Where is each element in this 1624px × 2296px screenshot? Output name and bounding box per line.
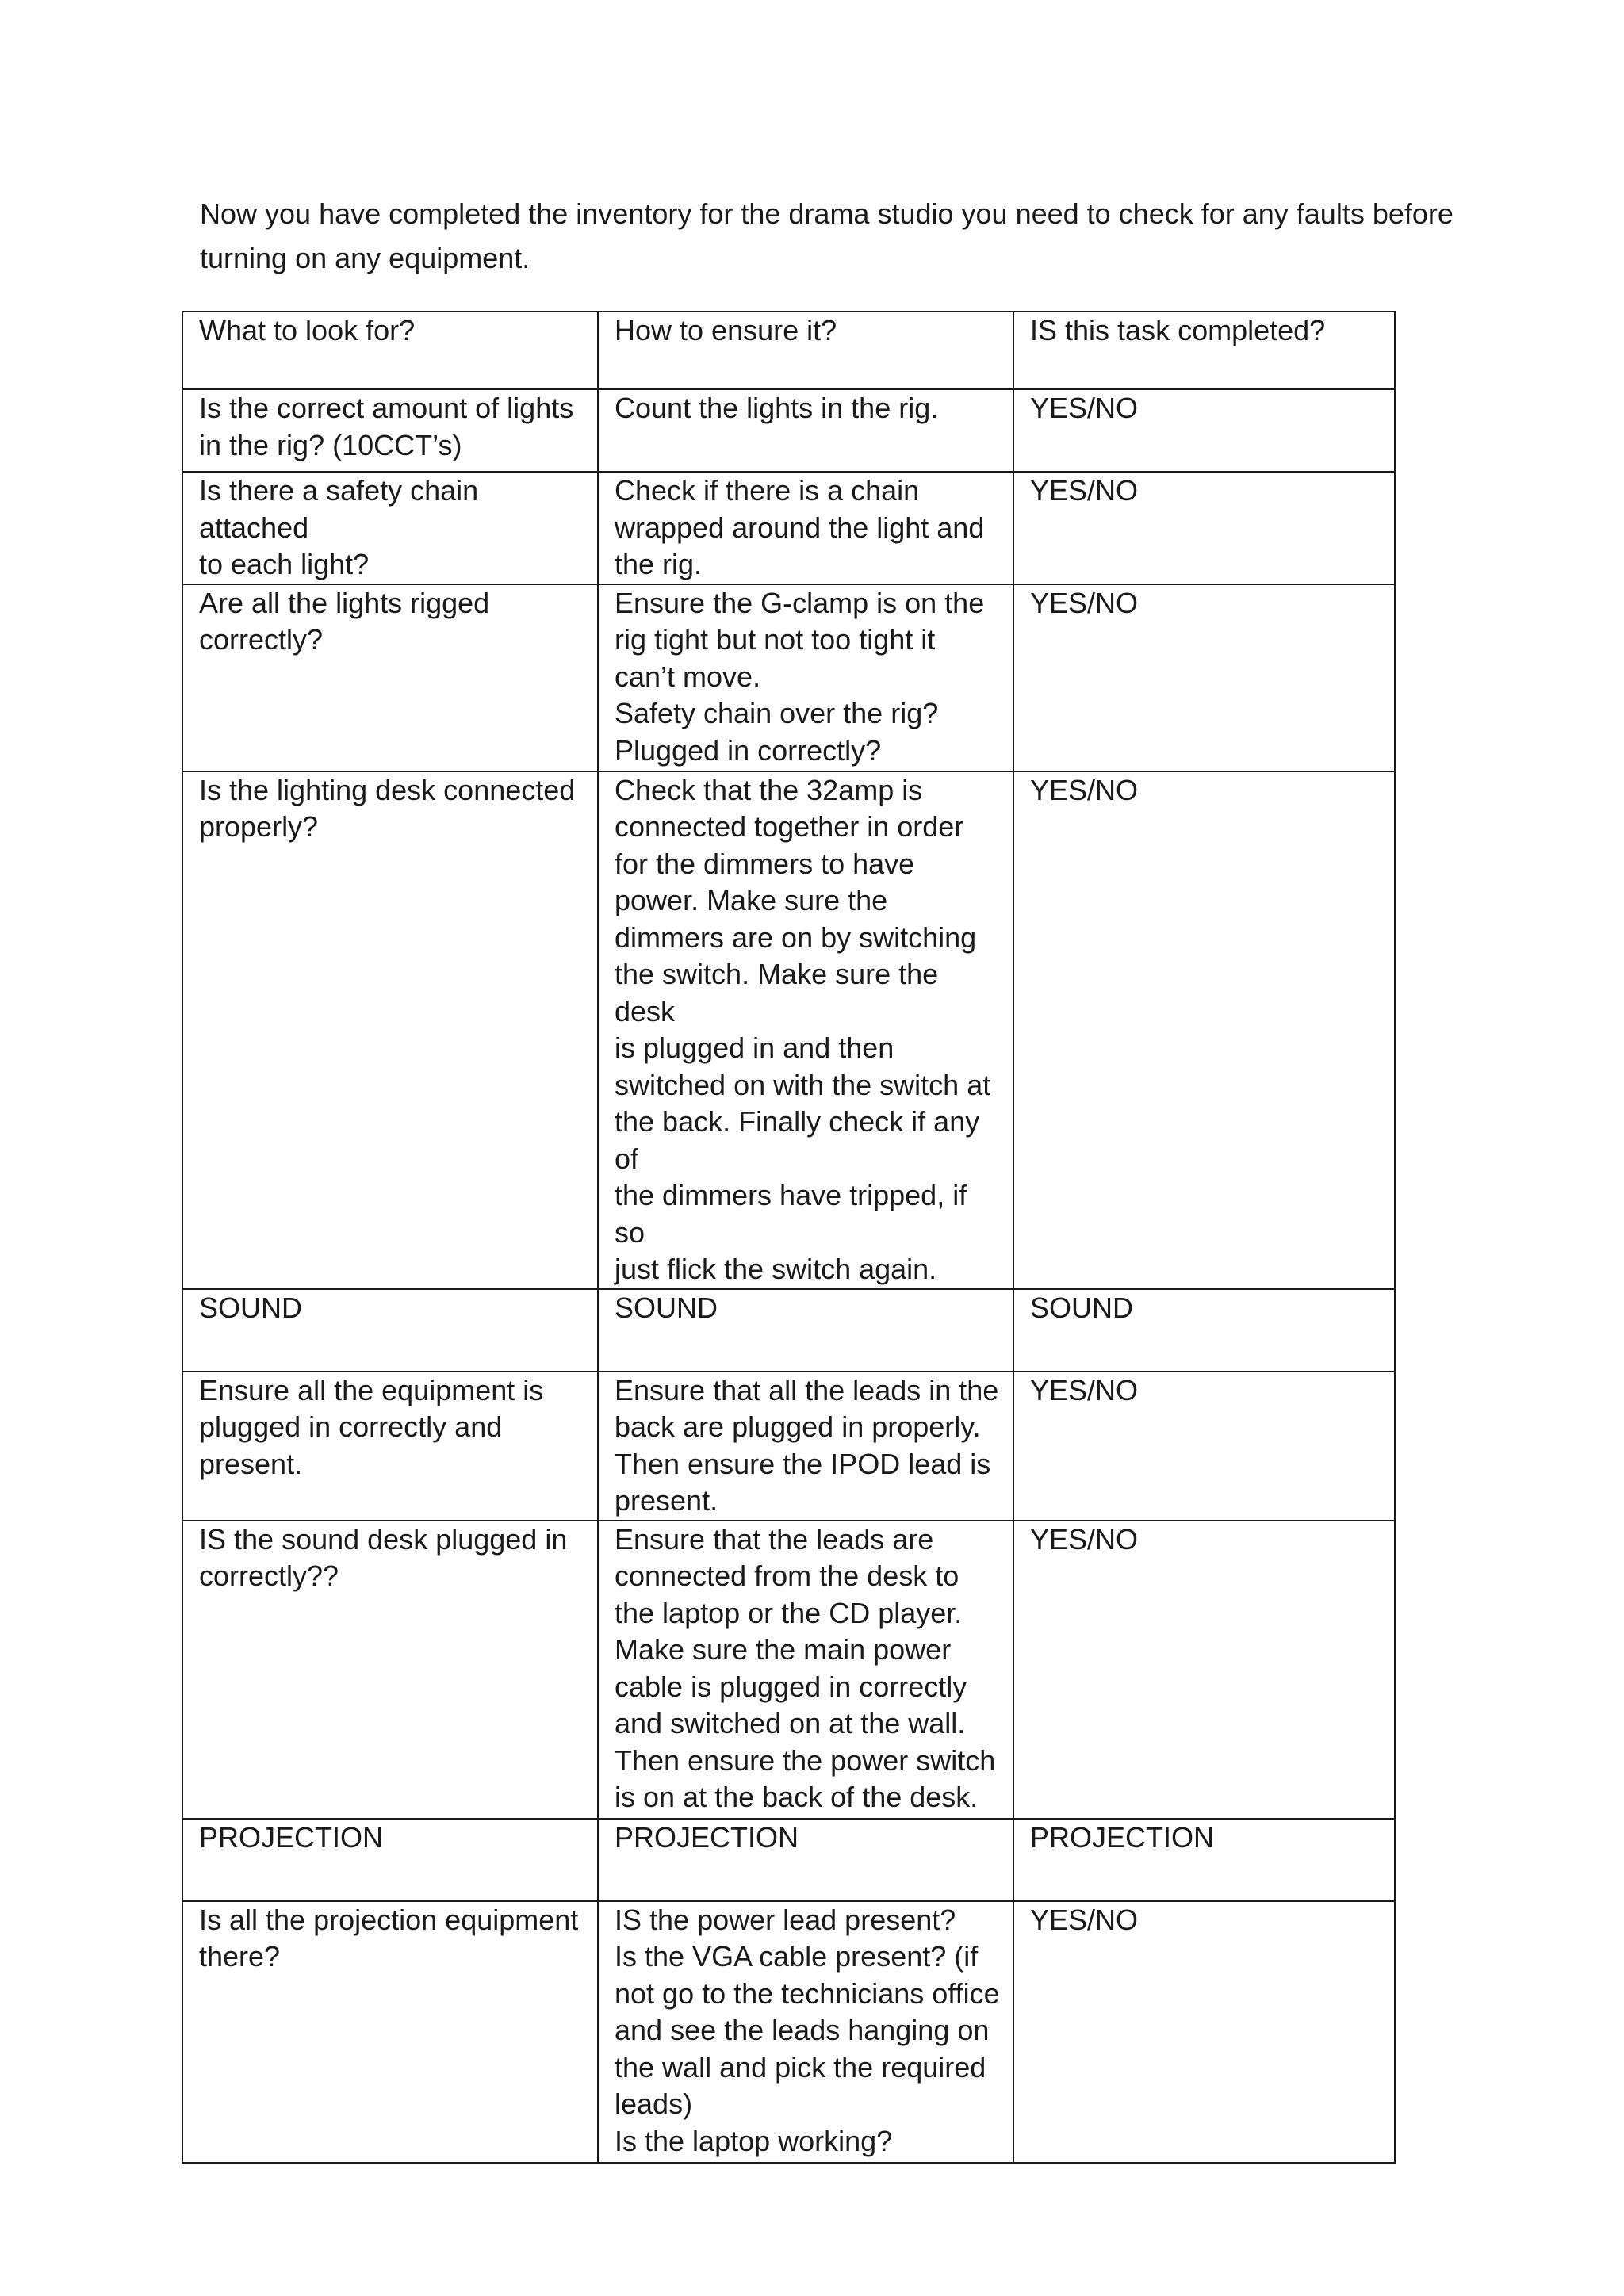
completion-status: YES/NO (1030, 392, 1139, 424)
cell-what (182, 1819, 598, 1901)
cell-what (182, 389, 598, 472)
cell-line: SOUND (615, 1291, 718, 1324)
cell-what (182, 1521, 598, 1819)
cell-line: Is there a safety chain attached (199, 474, 479, 544)
header-label: What to look for? (199, 314, 416, 346)
cell-how (598, 1372, 1013, 1521)
table-row (182, 584, 1395, 771)
cell-line: Ensure that the leads are (615, 1522, 934, 1556)
cell-line: the rig. (615, 548, 703, 580)
cell-line: the dimmers have tripped, if so (615, 1179, 967, 1249)
cell-how (598, 1289, 1013, 1372)
cell-line: present. (199, 1447, 303, 1480)
cell-what (182, 1372, 598, 1521)
cell-line: for the dimmers to have (615, 847, 915, 880)
cell-completed (1013, 584, 1395, 771)
cell-how (598, 1901, 1013, 2163)
cell-completed (1013, 472, 1395, 584)
cell-line: Is the VGA cable present? (if (615, 1940, 979, 1973)
cell-what (182, 584, 598, 771)
cell-line: not go to the technicians office (615, 1976, 1000, 2010)
cell-line: cable is plugged in correctly (615, 1670, 967, 1703)
table-row (182, 1289, 1395, 1372)
completion-status: YES/NO (1030, 1522, 1139, 1556)
cell-line: Ensure that all the leads in the (615, 1373, 999, 1406)
cell-line: Ensure the G-clamp is on the (615, 586, 985, 619)
cell-line: present. (615, 1484, 718, 1517)
cell-line: is plugged in and then (615, 1031, 894, 1064)
cell-line: wrapped around the light and (615, 511, 985, 544)
cell-line: plugged in correctly and (199, 1410, 503, 1443)
cell-completed (1013, 1901, 1395, 2163)
cell-line: the switch. Make sure the desk (615, 958, 939, 1027)
cell-what (182, 1289, 598, 1372)
cell-line: dimmers are on by switching (615, 920, 977, 954)
header-cell-completed (1013, 312, 1395, 389)
cell-line: connected together in order (615, 810, 964, 843)
cell-line: Plugged in correctly? (615, 733, 882, 767)
table-row (182, 472, 1395, 584)
cell-line: Then ensure the IPOD lead is (615, 1447, 991, 1480)
cell-line: back are plugged in properly. (615, 1410, 981, 1443)
header-cell-how (598, 312, 1013, 389)
cell-line: Is all the projection equipment (199, 1903, 579, 1936)
table-row (182, 1819, 1395, 1901)
cell-line: just flick the switch again. (615, 1253, 937, 1285)
completion-status: YES/NO (1030, 1903, 1139, 1936)
intro-line: Now you have completed the inventory for the drama studio you need to check for any faults before (200, 197, 1454, 230)
cell-line: switched on with the switch at (615, 1068, 991, 1101)
cell-line: Is the correct amount of lights (199, 392, 574, 424)
cell-line: the wall and pick the required (615, 2050, 986, 2084)
cell-what (182, 771, 598, 1289)
cell-line: in the rig? (10CCT’s) (199, 428, 462, 461)
cell-line: correctly? (199, 623, 324, 656)
cell-what (182, 1901, 598, 2163)
fault-check-table (182, 311, 1396, 2164)
cell-line: the laptop or the CD player. (615, 1596, 963, 1629)
cell-line: PROJECTION (615, 1820, 799, 1854)
table-header-row (182, 312, 1395, 389)
cell-line: IS the sound desk plugged in (199, 1522, 568, 1556)
cell-completed (1013, 1372, 1395, 1521)
completion-status: YES/NO (1030, 586, 1139, 619)
cell-line: Then ensure the power switch (615, 1743, 996, 1777)
cell-line: power. Make sure the (615, 884, 888, 916)
cell-line: SOUND (199, 1291, 303, 1324)
header-label: How to ensure it? (615, 314, 837, 346)
cell-line: Is the laptop working? (615, 2124, 893, 2157)
completion-status: YES/NO (1030, 773, 1139, 806)
cell-line: leads) (615, 2087, 693, 2120)
cell-how (598, 472, 1013, 584)
header-label: IS this task completed? (1030, 314, 1326, 346)
cell-how (598, 1819, 1013, 1901)
table-row (182, 1901, 1395, 2163)
cell-line: Check if there is a chain (615, 474, 920, 507)
cell-line: Make sure the main power (615, 1633, 952, 1666)
cell-line: is on at the back of the desk. (615, 1781, 979, 1813)
cell-line: PROJECTION (199, 1820, 384, 1854)
cell-line: IS the power lead present? (615, 1903, 956, 1936)
cell-how (598, 389, 1013, 472)
cell-line: the back. Finally check if any of (615, 1105, 980, 1175)
cell-completed (1013, 1521, 1395, 1819)
cell-line: Check that the 32amp is (615, 773, 923, 806)
cell-line: Is the lighting desk connected (199, 773, 576, 806)
completion-status: YES/NO (1030, 474, 1139, 507)
cell-line: to each light? (199, 548, 370, 580)
completion-status: PROJECTION (1030, 1820, 1215, 1854)
cell-how (598, 1521, 1013, 1819)
table-row (182, 771, 1395, 1289)
header-cell-what (182, 312, 598, 389)
cell-line: and switched on at the wall. (615, 1707, 966, 1739)
completion-status: YES/NO (1030, 1373, 1139, 1406)
cell-completed (1013, 1819, 1395, 1901)
completion-status: SOUND (1030, 1291, 1134, 1324)
cell-what (182, 472, 598, 584)
table-row (182, 389, 1395, 472)
cell-line: Ensure all the equipment is (199, 1373, 544, 1406)
cell-how (598, 584, 1013, 771)
cell-line: Are all the lights rigged (199, 586, 490, 619)
table-row (182, 1372, 1395, 1521)
cell-line: Safety chain over the rig? (615, 697, 939, 729)
cell-completed (1013, 389, 1395, 472)
intro-paragraph (200, 192, 1469, 281)
intro-line: turning on any equipment. (200, 242, 530, 274)
cell-line: and see the leads hanging on (615, 2014, 990, 2046)
cell-line: there? (199, 1940, 281, 1973)
cell-line: correctly?? (199, 1559, 339, 1592)
cell-line: rig tight but not too tight it (615, 623, 936, 656)
cell-completed (1013, 1289, 1395, 1372)
cell-how (598, 771, 1013, 1289)
cell-completed (1013, 771, 1395, 1289)
cell-line: can’t move. (615, 660, 761, 693)
cell-line: properly? (199, 810, 319, 843)
table-row (182, 1521, 1395, 1819)
cell-line: Count the lights in the rig. (615, 392, 939, 424)
cell-line: connected from the desk to (615, 1559, 959, 1592)
